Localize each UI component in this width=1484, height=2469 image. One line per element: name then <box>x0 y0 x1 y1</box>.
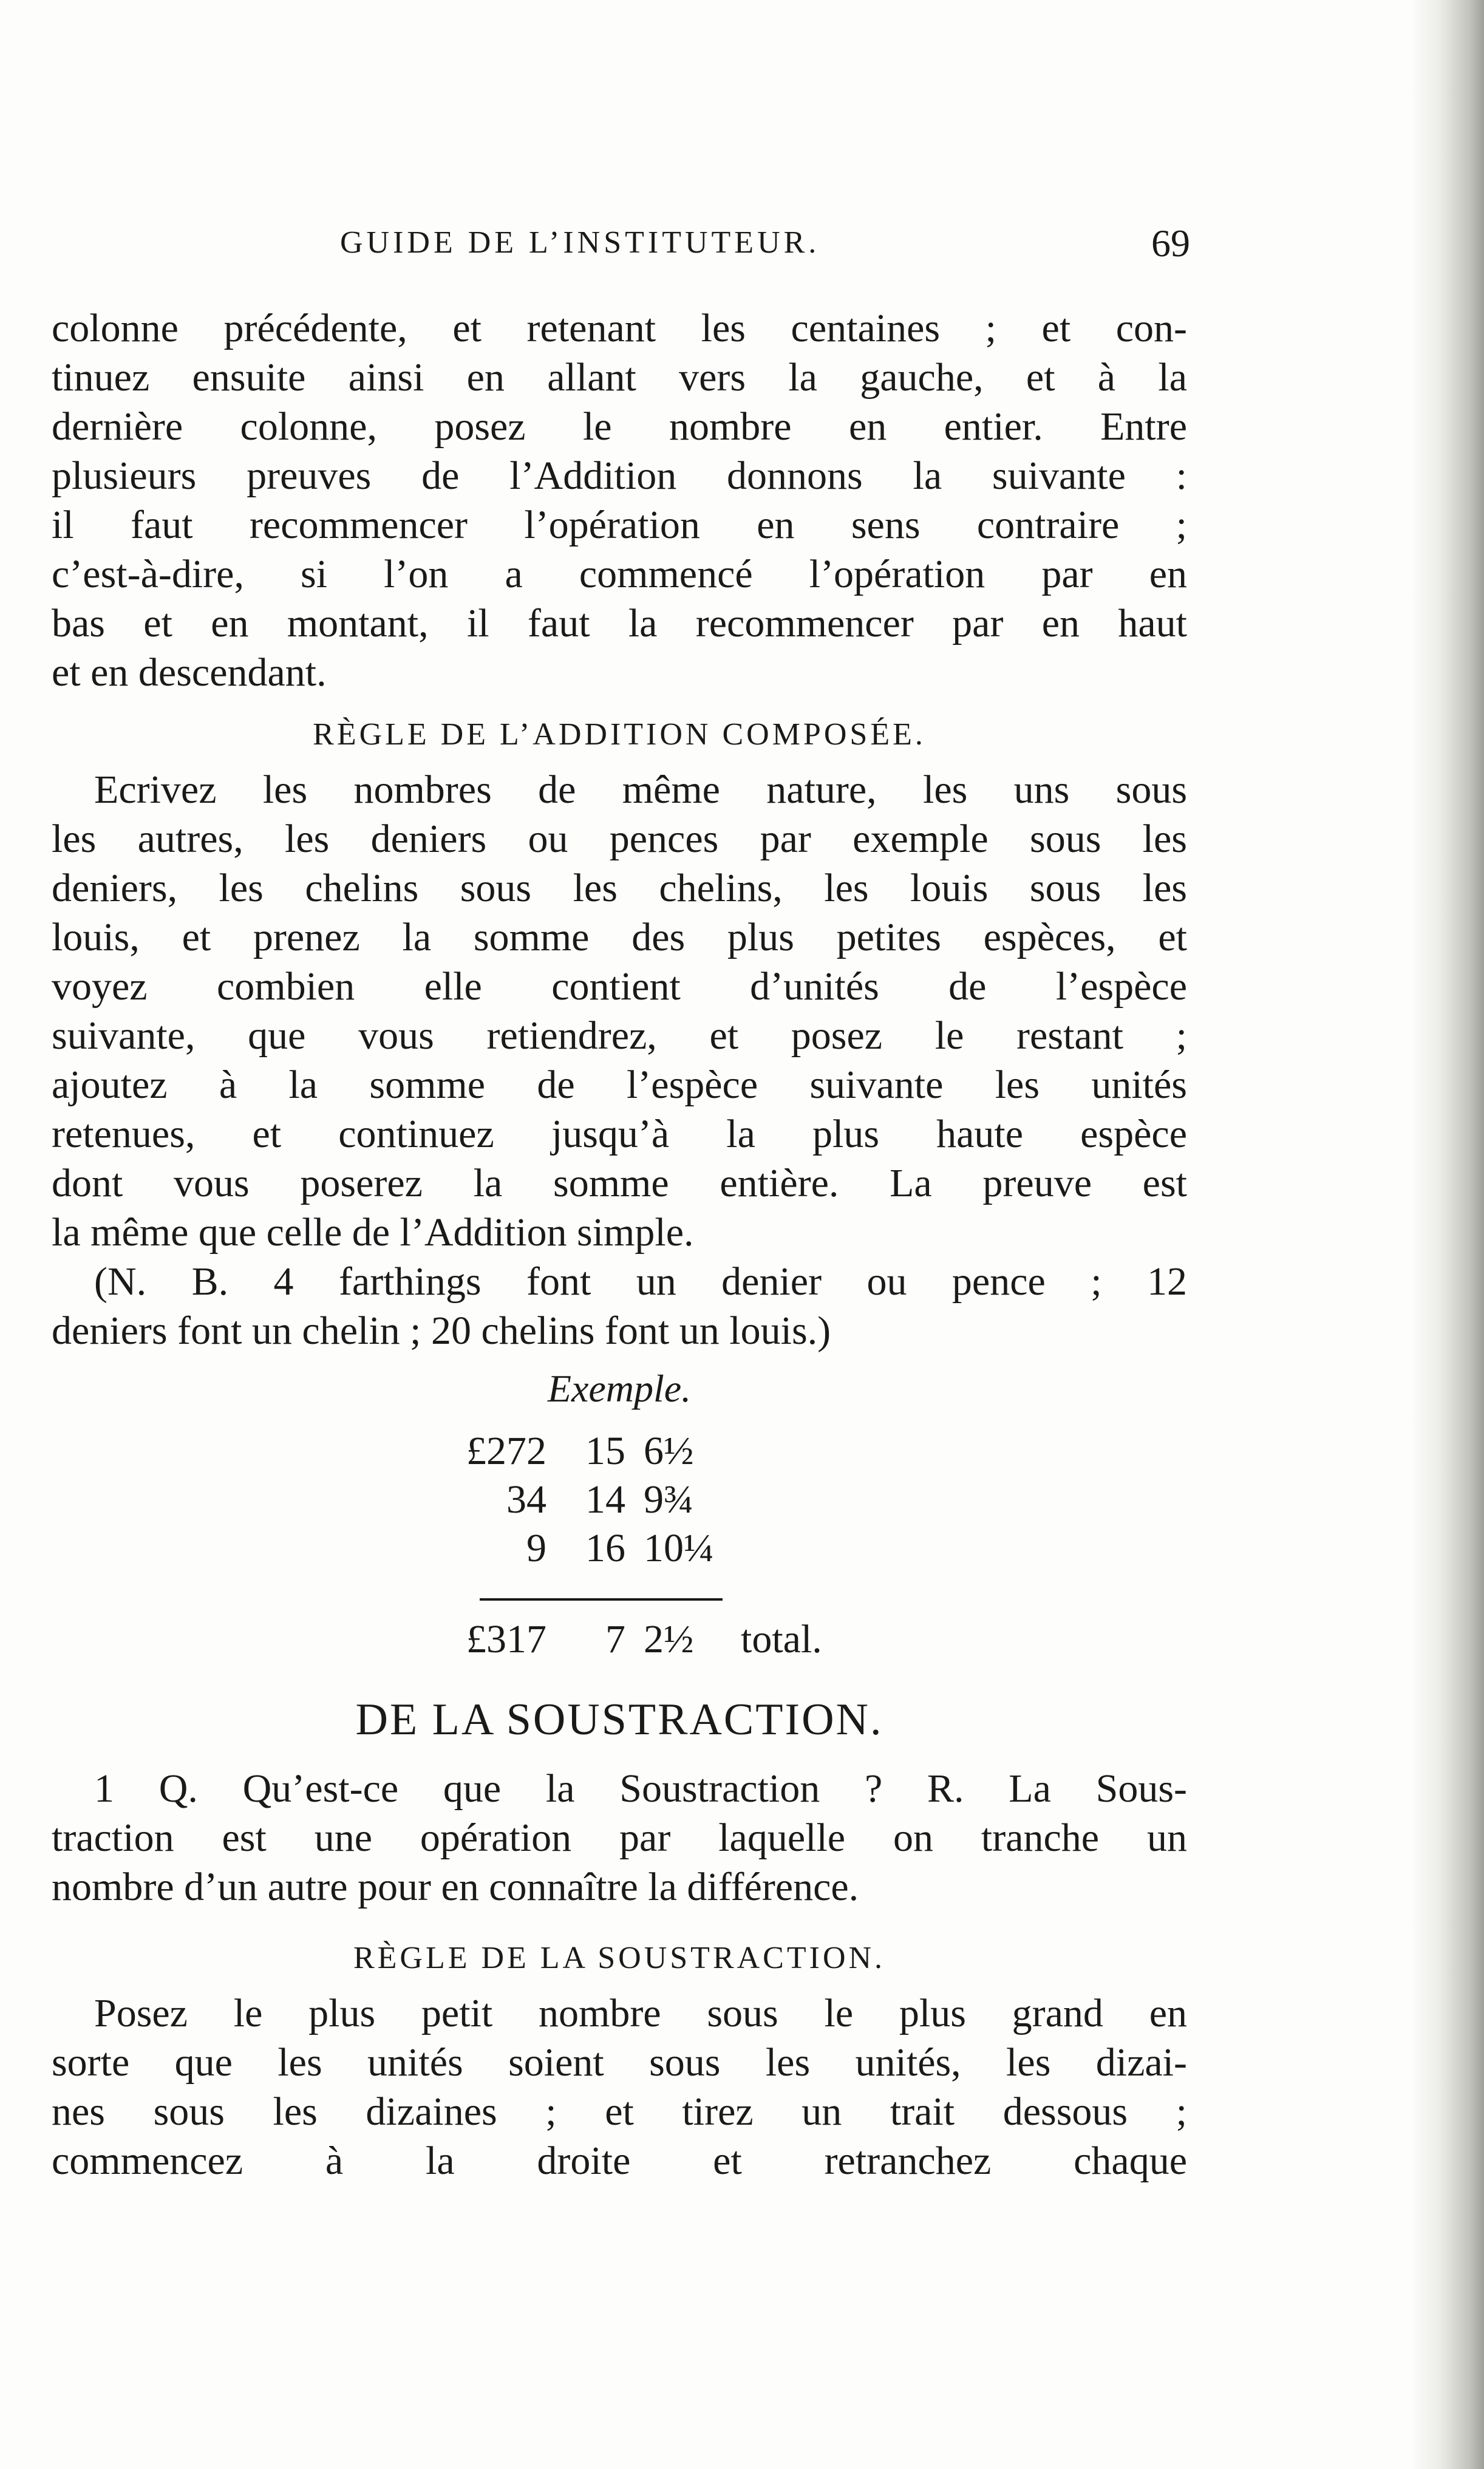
text-line: sorte que les unités soient sous les unités, les dizai- <box>52 2040 1187 2085</box>
pounds-value: 9 <box>526 1526 546 1570</box>
total-row <box>425 1615 887 1664</box>
text-line: les autres, les deniers ou pences par exemple sous les <box>52 817 1187 861</box>
text-line: dont vous poserez la somme entière. La preuve est <box>52 1161 1187 1205</box>
text-line: deniers, les chelins sous les chelins, les louis sous les <box>52 866 1187 910</box>
pounds-value: £272 <box>466 1429 546 1473</box>
paragraph-addition-continued <box>52 304 1187 697</box>
text-line: bas et en montant, il faut la recommencer par en haut <box>52 601 1187 645</box>
text-line: louis, et prenez la somme des plus petites espèces, et <box>52 915 1187 959</box>
pence-value: 10¼ <box>644 1526 714 1570</box>
sum-rule <box>480 1598 723 1601</box>
example-total <box>425 1615 887 1664</box>
text-line: Posez le plus petit nombre sous le plus grand en <box>94 1991 1187 2035</box>
page-number: 69 <box>1151 222 1190 265</box>
running-title: GUIDE DE L’INSTITUTEUR. <box>340 225 820 260</box>
shillings-value: 14 <box>585 1477 625 1522</box>
running-head <box>340 222 1190 279</box>
shillings-value: 15 <box>585 1429 625 1473</box>
example-row <box>425 1427 887 1476</box>
paragraph-soustraction-definition <box>52 1764 1187 1912</box>
total-pence: 2½ <box>644 1617 694 1661</box>
paragraph-regle-soustraction <box>52 1989 1187 2185</box>
note-line: deniers font un chelin ; 20 chelins font un louis.) <box>52 1309 831 1353</box>
text-line: voyez combien elle contient d’unités de l’espèce <box>52 964 1187 1009</box>
text-line: retenues, et continuez jusqu’à la plus haute espèce <box>52 1112 1187 1156</box>
total-label: total. <box>741 1617 822 1661</box>
text-line: nombre d’un autre pour en connaître la différence. <box>52 1865 859 1909</box>
text-line: 1 Q. Qu’est-ce que la Soustraction ? R. La Sous- <box>94 1766 1187 1811</box>
pence-value: 9¾ <box>644 1477 694 1522</box>
text-line: nes sous les dizaines ; et tirez un trait dessous ; <box>52 2089 1187 2134</box>
text-line: il faut recommencer l’opération en sens contraire ; <box>52 503 1187 547</box>
page-spine-shadow <box>1411 0 1484 2469</box>
text-line: commencez à la droite et retranchez chaque <box>52 2139 1187 2183</box>
total-pounds: £317 <box>466 1617 546 1661</box>
text-line: et en descendant. <box>52 650 327 695</box>
note-line: (N. B. 4 farthings font un denier ou pence ; 12 <box>94 1259 1187 1304</box>
text-line: Ecrivez les nombres de même nature, les uns sous <box>94 768 1187 812</box>
text-line: dernière colonne, posez le nombre en entier. Entre <box>52 404 1187 449</box>
text-line: tinuez ensuite ainsi en allant vers la gauche, et à la <box>52 355 1187 400</box>
text-line: ajoutez à la somme de l’espèce suivante les unités <box>52 1063 1187 1107</box>
example-row <box>425 1524 887 1573</box>
text-line: traction est une opération par laquelle on tranche un <box>52 1816 1187 1860</box>
heading-regle-addition-composee: RÈGLE DE L’ADDITION COMPOSÉE. <box>313 717 926 752</box>
example-title: Exemple. <box>547 1367 692 1410</box>
text-line: suivante, que vous retiendrez, et posez le restant ; <box>52 1013 1187 1058</box>
heading-regle-soustraction: RÈGLE DE LA SOUSTRACTION. <box>353 1941 886 1975</box>
text-line: colonne précédente, et retenant les centaines ; et con- <box>52 306 1187 350</box>
pence-value: 6½ <box>644 1429 694 1473</box>
text-line: plusieurs preuves de l’Addition donnons la suivante : <box>52 454 1187 498</box>
example-row <box>425 1476 887 1524</box>
shillings-value: 16 <box>585 1526 625 1570</box>
pounds-value: 34 <box>506 1477 546 1522</box>
text-line: c’est-à-dire, si l’on a commencé l’opération par en <box>52 552 1187 596</box>
heading-soustraction: DE LA SOUSTRACTION. <box>355 1695 883 1745</box>
text-line: la même que celle de l’Addition simple. <box>52 1210 694 1255</box>
example-sum <box>425 1427 887 1573</box>
total-shillings: 7 <box>605 1617 625 1661</box>
paragraph-addition-composee <box>52 765 1187 1355</box>
